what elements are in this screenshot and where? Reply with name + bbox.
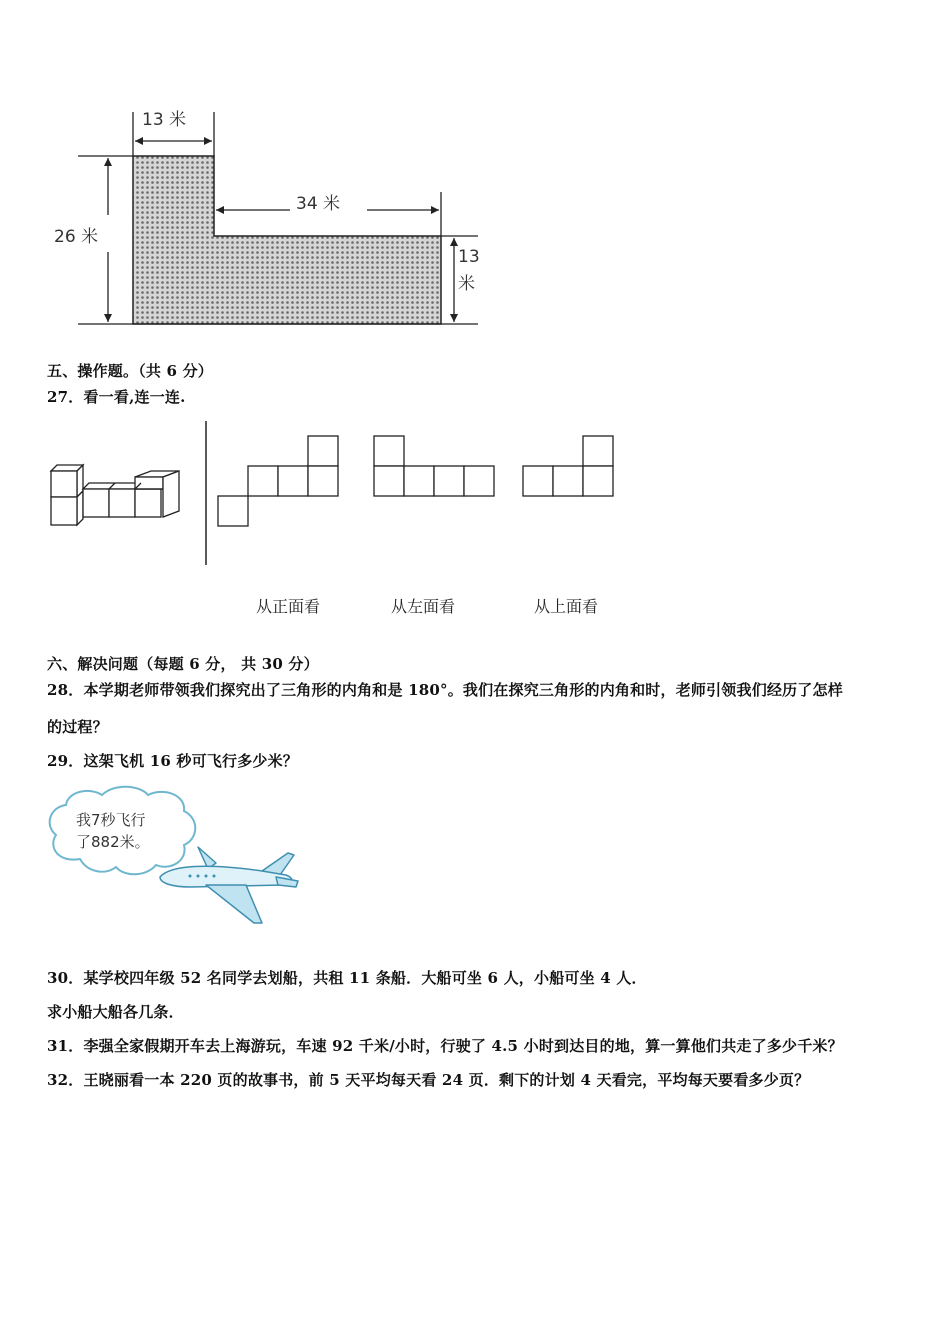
- dim-left-label: 26 米: [54, 227, 99, 247]
- cube-solid: [51, 465, 179, 525]
- section5-heading: 五、操作题。（共 6 分）: [47, 362, 213, 380]
- dim-top-label: 13 米: [142, 110, 187, 130]
- view-shape-1: [218, 436, 338, 526]
- question-32: 32．王晓丽看一本 220 页的故事书，前 5 天平均每天看 24 页．剩下的计划 4 天看完，平均每天要看多少页？: [47, 1071, 810, 1089]
- speech-bubble: [50, 787, 196, 875]
- question-30-line1: 30．某学校四年级 52 名同学去划船，共租 11 条船．大船可坐 6 人，小船可坐 4 人．: [47, 969, 647, 987]
- dim-right-unit: 米: [458, 274, 475, 294]
- views-figure: [0, 415, 950, 575]
- view-label-front: 从正面看: [256, 597, 321, 616]
- dim-right-number: 13: [458, 247, 480, 267]
- view-label-top: 从上面看: [534, 597, 599, 616]
- question-30-line2: 求小船大船各几条．: [47, 1003, 184, 1021]
- l-shape-area: [133, 156, 441, 324]
- bubble-text-line2: 了882米。: [76, 833, 150, 851]
- question-28-line1: 28．本学期老师带领我们探究出了三角形的内角和是 180°。我们在探究三角形的内角和时，老师引领我们经历了怎样: [47, 681, 843, 699]
- question-28-line2: 的过程？: [47, 718, 108, 736]
- view-label-left: 从左面看: [391, 597, 456, 616]
- question-31: 31．李强全家假期开车去上海游玩，车速 92 千米/小时，行驶了 4.5 小时到达目的地，算一算他们共走了多少千米？: [47, 1037, 843, 1055]
- question-27: 27．看一看,连一连.: [47, 388, 186, 406]
- view-shape-3: [523, 436, 613, 496]
- l-shape-figure: [0, 0, 950, 340]
- dim-middle-label: 34 米: [296, 194, 341, 214]
- question-29: 29．这架飞机 16 秒可飞行多少米？: [47, 752, 298, 770]
- bubble-text-line1: 我7秒飞行: [76, 811, 146, 829]
- view-shape-2: [374, 436, 494, 496]
- section6-heading: 六、解决问题（每题 6 分， 共 30 分）: [47, 655, 319, 673]
- airplane-illustration: [40, 785, 320, 930]
